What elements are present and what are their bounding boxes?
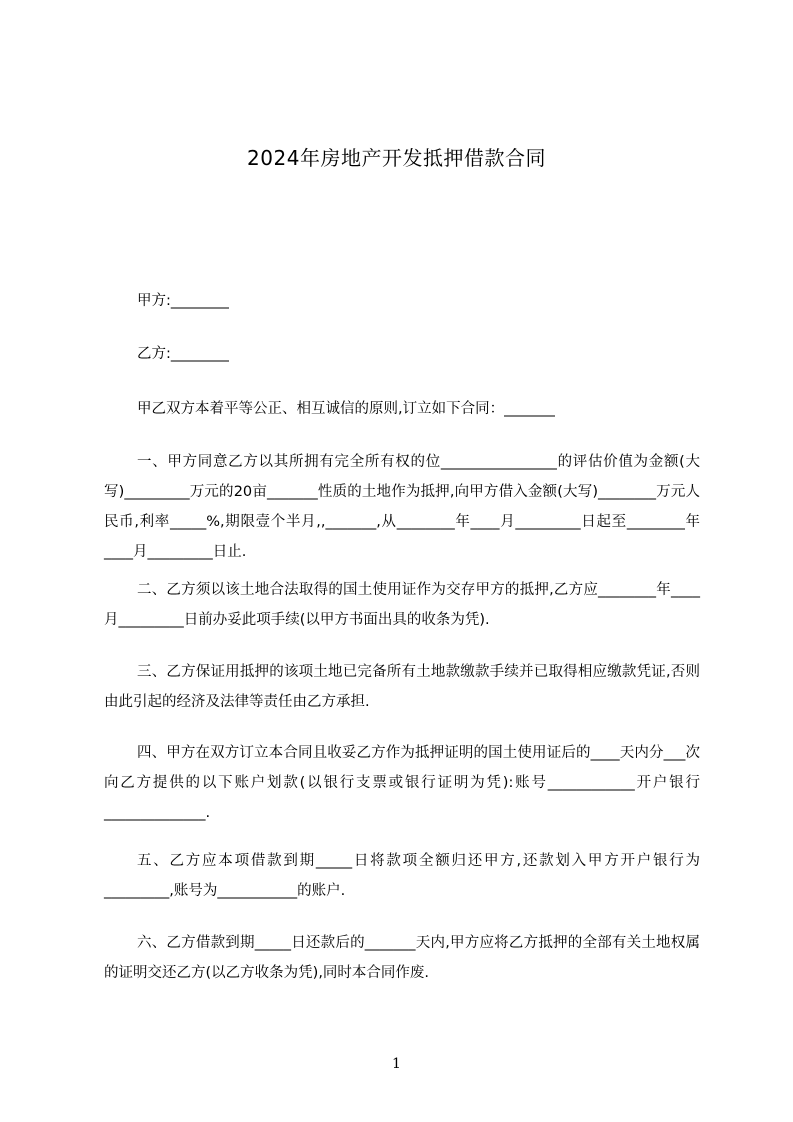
clause-1: 一、甲方同意乙方以其所拥有完全所有权的位________________的评估价值为金额(大写)_________万元的20亩_______性质的土地作为抵押,向甲方借入金额(大写)________万元人民币,利率_____%,期限壹个半月,,_______,从________年____月_________日起至________年____月_________日止. [104, 454, 700, 560]
clause-5: 五、乙方应本项借款到期_____日将款项全额归还甲方,还款划入甲方开户银行为_________,账号为___________的账户. [104, 853, 700, 899]
party-b-line: 乙方:________ [137, 346, 229, 362]
clause-6: 六、乙方借款到期_____日还款后的_______天内,甲方应将乙方抵押的全部有关土地权属的证明交还乙方(以乙方收条为凭),同时本合同作废. [104, 935, 700, 981]
clause-4: 四、甲方在双方订立本合同且收妥乙方作为抵押证明的国土使用证后的____天内分___次向乙方提供的以下账户划款(以银行支票或银行证明为凭):账号____________开户银行______________. [104, 745, 700, 821]
intro-paragraph: 甲乙双方本着平等公正、相互诚信的原则,订立如下合同：_______ [137, 401, 555, 417]
clause-2: 二、乙方须以该土地合法取得的国土使用证作为交存甲方的抵押,乙方应________年____月_________日前办妥此项手续(以甲方书面出具的收条为凭). [104, 582, 700, 628]
party-a-line: 甲方:________ [137, 293, 229, 309]
clause-3: 三、乙方保证用抵押的该项土地已完备所有土地款缴款手续并已取得相应缴款凭证,否则由此引起的经济及法律等责任由乙方承担. [104, 664, 700, 710]
document-title: 2024年房地产开发抵押借款合同 [247, 146, 546, 170]
page-number: 1 [392, 1056, 401, 1072]
